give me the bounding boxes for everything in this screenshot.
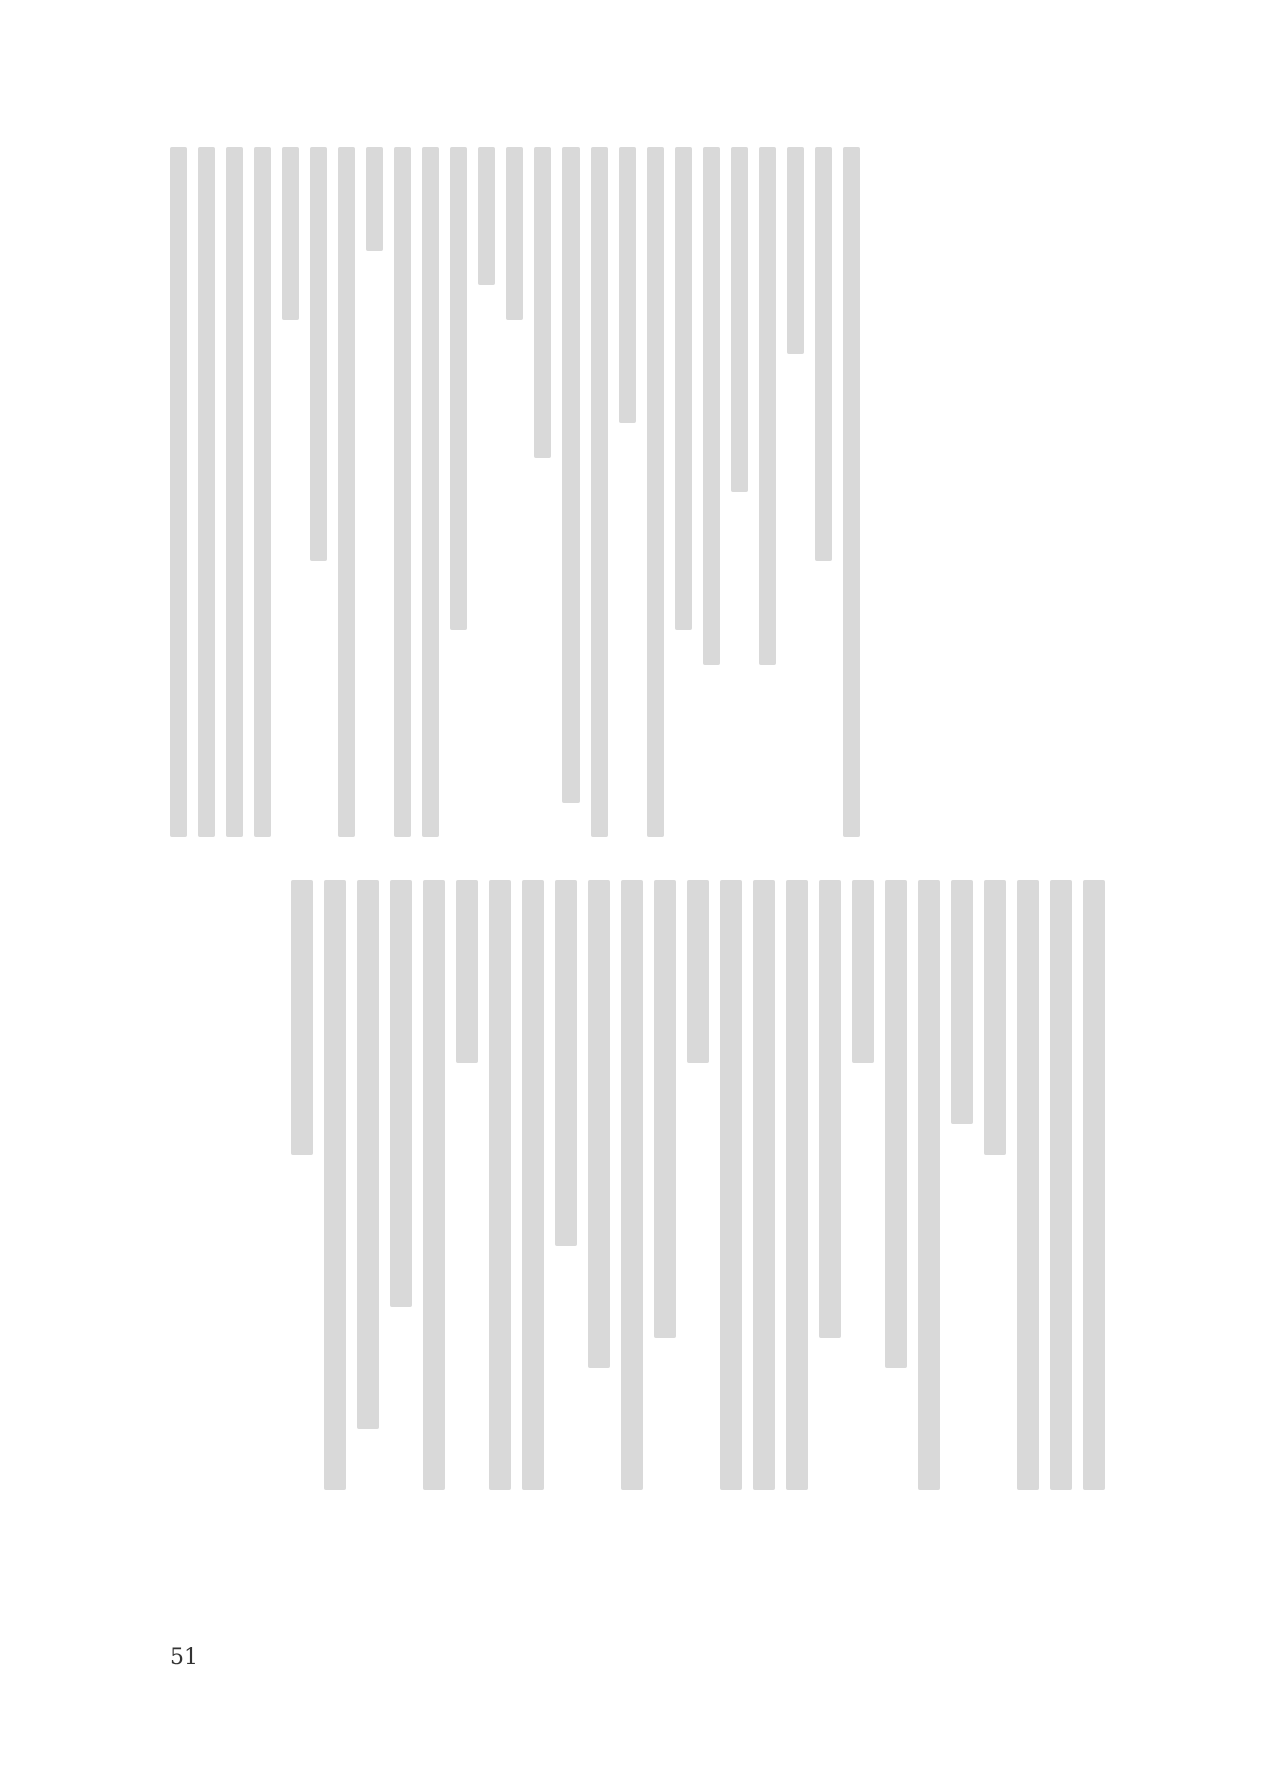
redacted-text-column <box>338 147 355 837</box>
redacted-text-column <box>562 147 579 803</box>
redacted-text-column <box>815 147 832 561</box>
redacted-text-column <box>394 147 411 837</box>
redacted-text-column <box>310 147 327 561</box>
redacted-text-column <box>621 880 643 1490</box>
redacted-text-column <box>759 147 776 665</box>
redacted-text-column <box>984 880 1006 1155</box>
redacted-text-column <box>885 880 907 1368</box>
redacted-text-column <box>534 147 551 458</box>
redacted-text-column <box>324 880 346 1490</box>
redacted-text-column <box>1017 880 1039 1490</box>
redacted-text-column <box>731 147 748 492</box>
redacted-text-column <box>951 880 973 1124</box>
redacted-text-column <box>522 880 544 1490</box>
text-block-lower-redacted <box>170 880 1105 1490</box>
redacted-text-column <box>423 880 445 1490</box>
redacted-text-column <box>687 880 709 1063</box>
redacted-text-column <box>843 147 860 837</box>
redacted-text-column <box>819 880 841 1338</box>
redacted-text-column <box>390 880 412 1307</box>
redacted-text-column <box>619 147 636 423</box>
redacted-text-column <box>357 880 379 1429</box>
redacted-text-column <box>366 147 383 251</box>
redacted-text-column <box>654 880 676 1338</box>
redacted-text-column <box>198 147 215 837</box>
redacted-text-column <box>787 147 804 354</box>
redacted-text-column <box>226 147 243 837</box>
redacted-text-column <box>506 147 523 320</box>
redacted-text-column <box>753 880 775 1490</box>
page-number: 51 <box>170 1645 198 1670</box>
text-block-upper-redacted <box>170 147 860 837</box>
redacted-text-column <box>254 147 271 837</box>
redacted-text-column <box>291 880 313 1155</box>
redacted-text-column <box>1050 880 1072 1490</box>
redacted-text-column <box>422 147 439 837</box>
redacted-text-column <box>703 147 720 665</box>
redacted-text-column <box>450 147 467 630</box>
redacted-text-column <box>489 880 511 1490</box>
redacted-text-column <box>675 147 692 630</box>
redacted-text-column <box>918 880 940 1490</box>
redacted-text-column <box>456 880 478 1063</box>
redacted-text-column <box>282 147 299 320</box>
redacted-text-column <box>591 147 608 837</box>
redacted-text-column <box>588 880 610 1368</box>
redacted-text-column <box>852 880 874 1063</box>
redacted-text-column <box>478 147 495 285</box>
redacted-text-column <box>170 147 187 837</box>
redacted-text-column <box>555 880 577 1246</box>
redacted-text-column <box>647 147 664 837</box>
redacted-text-column <box>720 880 742 1490</box>
redacted-text-column <box>1083 880 1105 1490</box>
redacted-text-column <box>786 880 808 1490</box>
